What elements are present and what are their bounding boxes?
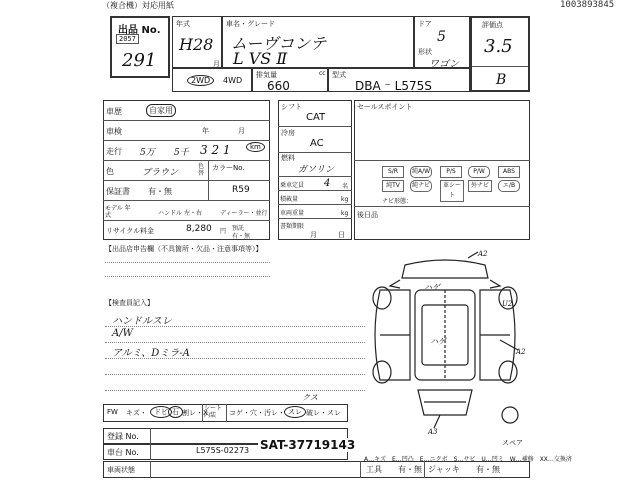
score-box: 評価点 3.5 B — [470, 16, 530, 92]
mark-u2: U2 — [502, 300, 513, 308]
score-value: 3.5 — [484, 36, 513, 57]
mileage-value: 3 2 1 — [200, 143, 231, 157]
year-cell: 年式 H28 月 — [172, 16, 222, 68]
inspection-line2: A/W — [112, 328, 133, 339]
lot-number: 291 — [122, 50, 157, 71]
chassis-number: L575S-02273 — [196, 446, 250, 455]
watermark-id: SAT-37719143 — [260, 438, 356, 452]
lot-number-box — [110, 16, 170, 78]
option-alloy-wheel: 純A/W — [410, 166, 432, 178]
spare-label: スペア — [502, 439, 523, 447]
car-history-value: 自家用 — [146, 104, 176, 117]
fuel-value: ガソリン — [298, 165, 335, 175]
option-ext-navi: 外ナビ — [468, 180, 492, 192]
drive-2wd: 2WD — [187, 75, 214, 86]
header-note: （複合機）対応用紙 — [102, 1, 174, 10]
details-panel — [103, 100, 270, 240]
color-value: ブラウン — [142, 168, 179, 178]
legend-text: A…キズ E…凹凸 E…ニクボ S…サビ U…凹ミ W…補修 XX…交換済 — [364, 456, 572, 463]
bottom-row — [103, 461, 530, 478]
doors-shape-cell: ドア 5 形状 ワゴン — [414, 16, 470, 68]
car-name: ムーヴコンテ — [231, 34, 327, 53]
capacity-value: 4 — [324, 178, 331, 189]
option-airbag: エ/B — [498, 180, 520, 192]
option-abs: ABS — [498, 166, 520, 178]
option-tv: 純TV — [382, 180, 404, 192]
lot-label: 出品 No. — [118, 25, 161, 36]
option-navi: 純ナビ — [410, 180, 432, 192]
option-sunroof: S/R — [382, 166, 404, 178]
lot-sub-number: 2057 — [116, 34, 139, 44]
mark-hage-center: ハゲ — [430, 337, 446, 346]
inspection-label: 【検査員記入】 — [105, 299, 154, 307]
option-leather-seat: 革シート — [440, 180, 464, 202]
car-grade: L VS Ⅱ — [233, 49, 288, 68]
shape-value: ワゴン — [429, 59, 459, 70]
name-grade-cell: 車名・グレード ムーヴコンテ L VS Ⅱ — [222, 16, 414, 68]
doors-value: 5 — [437, 29, 446, 45]
recycle-value: 8,280 — [186, 224, 212, 234]
mark-a2-right: A2 — [516, 348, 526, 356]
model-cell: 型式 DBA ⁻ L575S — [328, 68, 470, 92]
interior-score: B — [496, 72, 507, 88]
mark-a3: A3 — [428, 428, 438, 436]
mark-kusu: クス — [302, 393, 318, 402]
aircon-value: AC — [310, 138, 324, 149]
mark-a2-top: A2 — [478, 250, 488, 258]
drive-4wd: 4WD — [223, 76, 243, 85]
displacement-cell: 排気量 cc 660 — [252, 68, 328, 92]
color-no-value: R59 — [232, 185, 250, 195]
mark-hage-front: ハゲ — [424, 283, 440, 292]
shift-value: CAT — [306, 112, 326, 123]
barcode-number: 1003893845 — [560, 0, 615, 10]
year-value: H28 — [179, 35, 214, 54]
model-value: DBA ⁻ L575S — [355, 79, 432, 93]
option-power-window: P/W — [468, 166, 490, 178]
note-label: 【出品店申告欄（不具箇所・欠品・注意事項等）】 — [105, 245, 263, 253]
inspection-line3: アルミ、Dミラ-A — [112, 348, 190, 359]
displacement-value: 660 — [267, 79, 290, 93]
inspection-line1: ハンドルスレ — [112, 316, 172, 327]
drive-cell — [172, 68, 252, 92]
option-power-steering: P/S — [440, 166, 462, 178]
